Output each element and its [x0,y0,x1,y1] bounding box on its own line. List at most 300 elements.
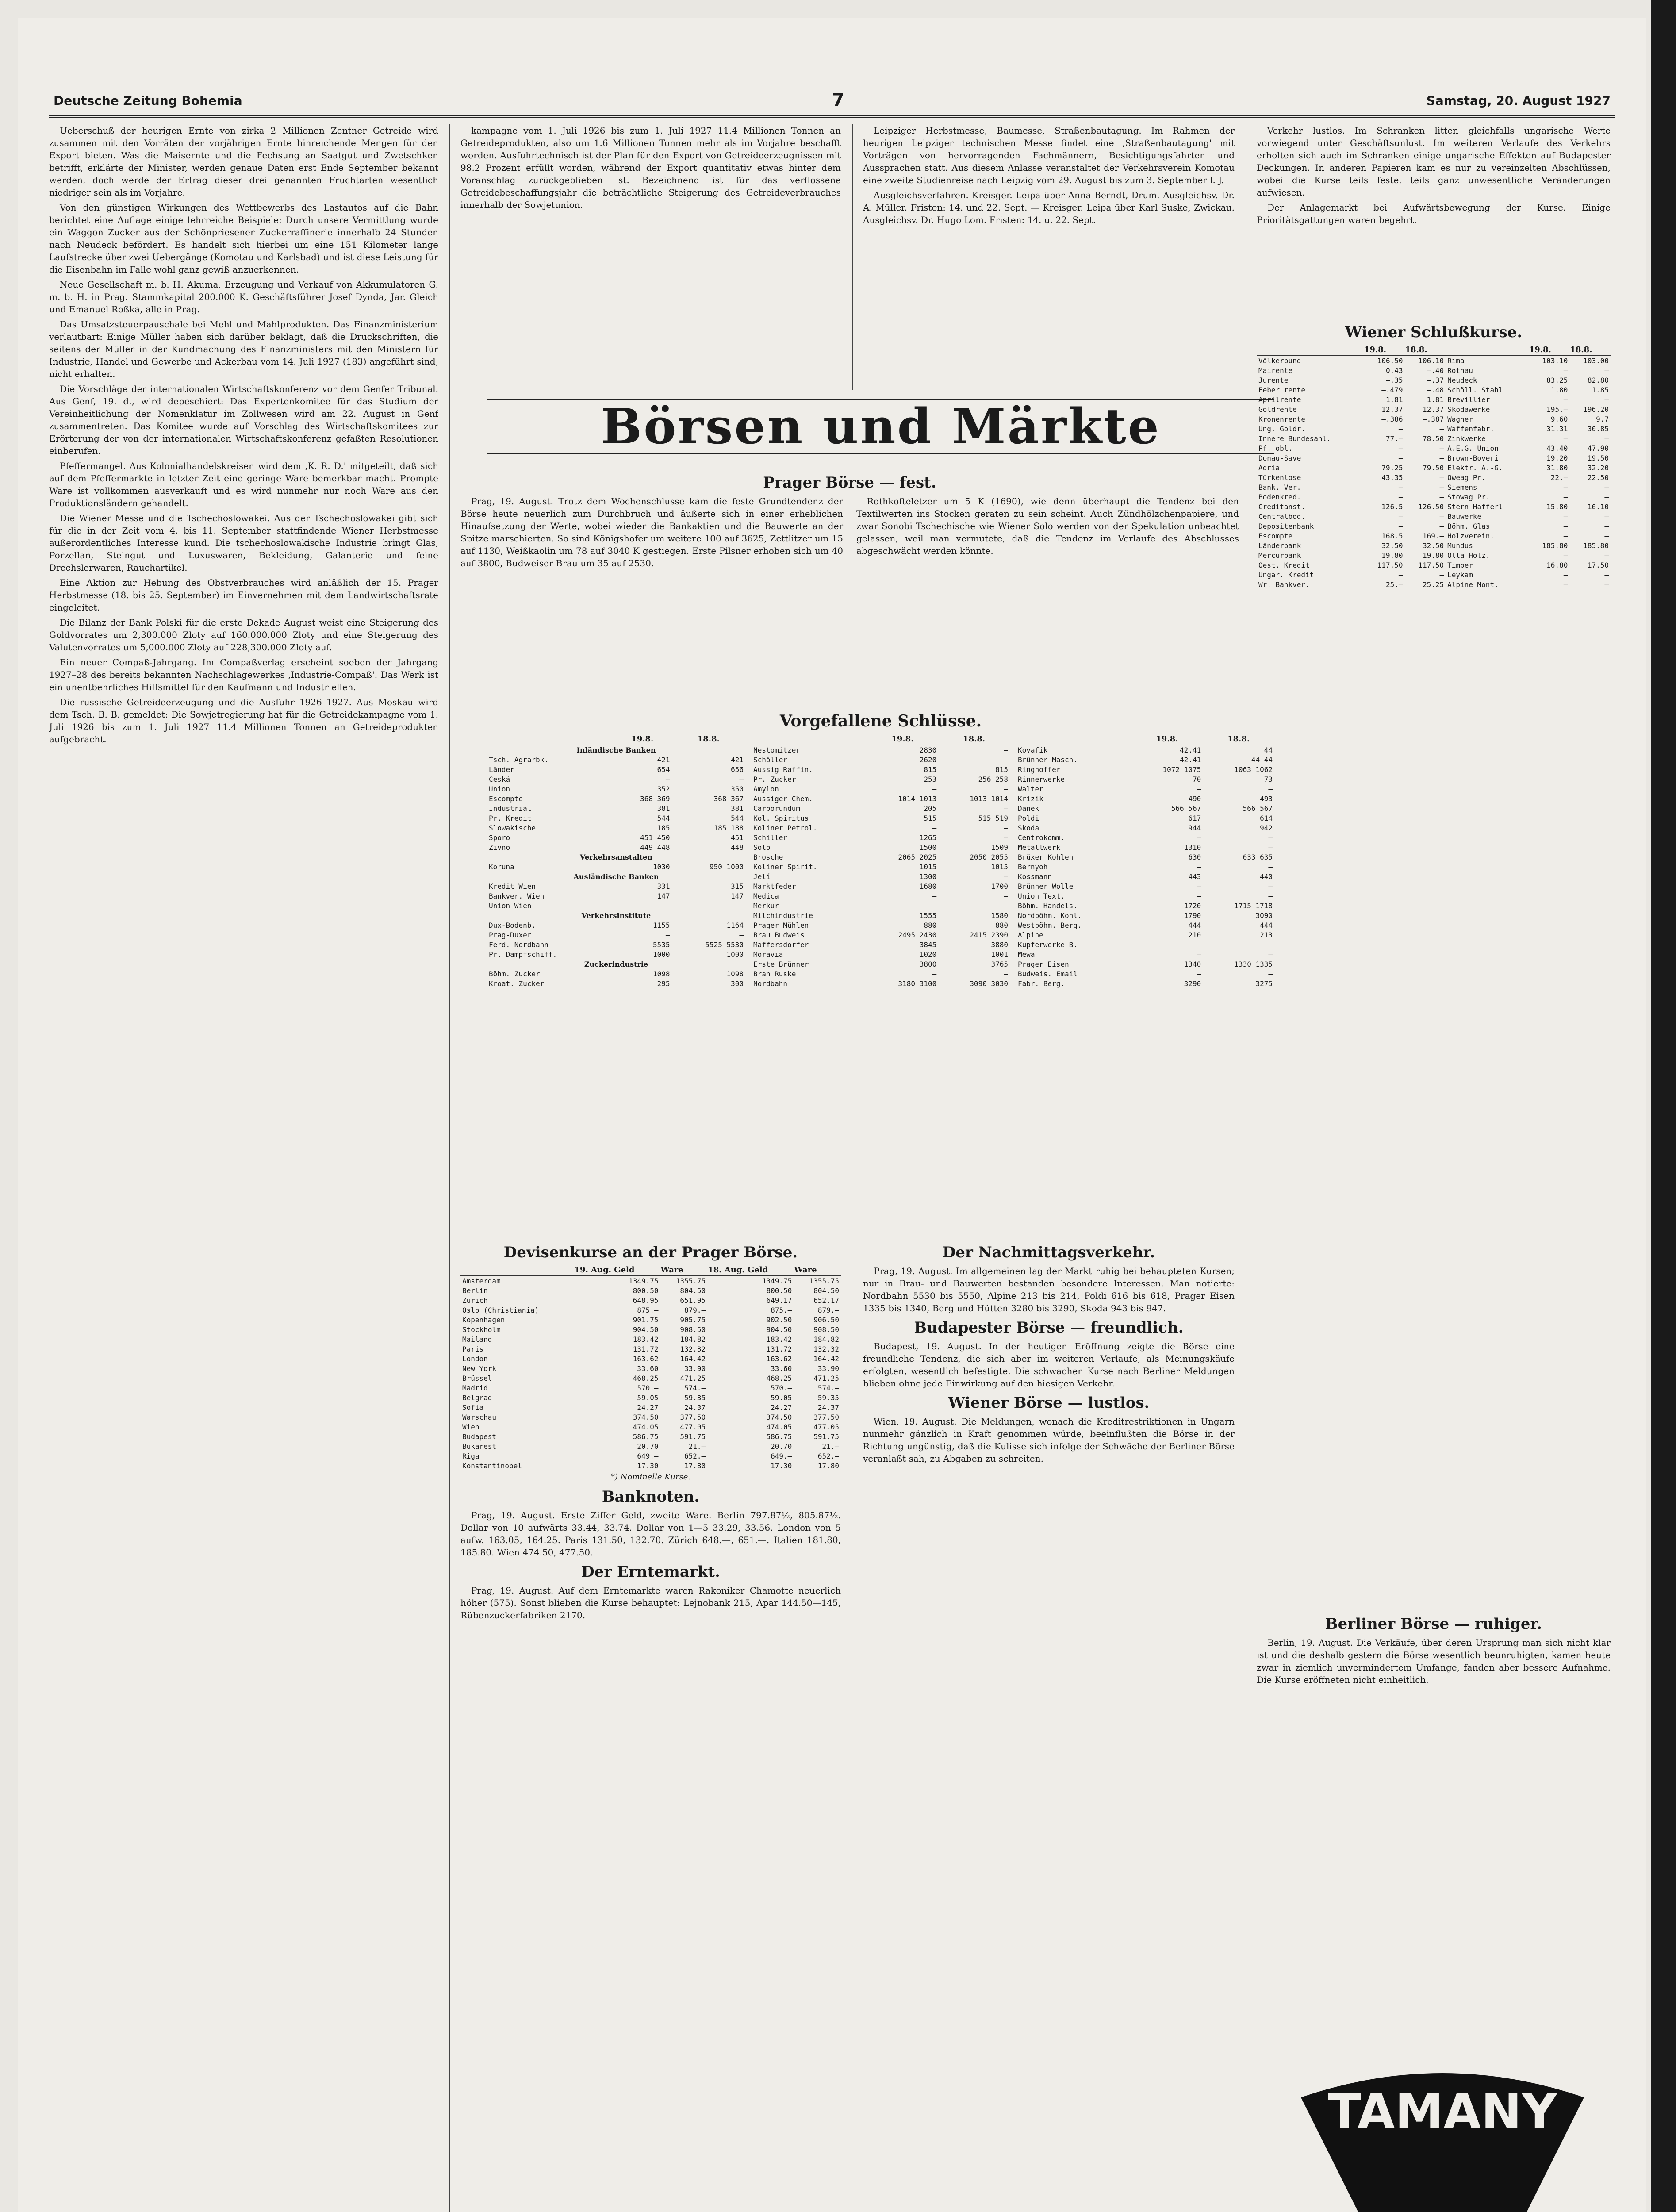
table-cell: Böhm. Glas [1447,522,1490,530]
table-cell: — [1197,970,1201,978]
table-cell: — [1268,941,1273,949]
column-3-top [863,124,1235,390]
table-cell: Kol. Spiritus [753,814,809,822]
table-row [1016,882,1274,891]
table-row [1257,570,1611,580]
table-cell: Krizik [1018,795,1043,803]
table-cell: 24.37 [817,1403,839,1412]
table-cell: 652.— [817,1452,839,1460]
table-cell: 78.50 [1422,434,1444,443]
table-row [487,853,745,862]
table-cell: 256 258 [978,775,1008,783]
table-cell: Rinnerwerke [1018,775,1065,783]
table-header [487,734,613,745]
table-cell: Merkur [753,902,779,910]
table-cell: — [1604,532,1609,540]
table-header: 19.8. [1529,345,1570,356]
table-cell: 901.75 [633,1316,659,1324]
table-cell: 815 [924,765,937,774]
table-row [1016,843,1274,853]
table-cell: 374.50 [766,1413,792,1421]
banknotes-text: Prag, 19. August. Erste Ziffer Geld, zweite Ware. Berlin 797.87½, 805.87½. Dollar von 10 aufwärts 33.44, 33.74. Dollar von 1—5 33.29, 33.56. London von 5 aufw. 163.05, 164.25. Paris 131.50, 132.70. Zürich 648.—, 651.—. Italien 181.80, 185.80. Wien 474.50, 477.50. [460,1510,841,1558]
table-cell: 213 [1260,931,1273,939]
table-cell: Union [489,785,510,793]
table-row [1257,512,1611,522]
table-cell: 591.75 [813,1432,839,1441]
column-1-paragraph: Von den günstigen Wirkungen des Wettbewerbs des Lastautos auf die Bahn berichtet eine Auflage einige lehrreiche Beispiele: Durch unsere Vermittlung wurde ein Waggon Zucker aus der Schönpriesener Zuckerraffinerie innerhalb 24 Stunden nach Neudeck befördert. Es handelt sich hierbei um eine 151 Kilometer lange Laufstrecke über zwei Uebergänge (Komotau und Karlsbad) und ist diese Leistung für die Eisenbahn im Falle wohl ganz gewiß anzuerkennen. [49,202,438,275]
table-row [487,814,745,823]
table-cell: 2495 2430 [898,931,937,939]
table-row [1257,366,1611,376]
table-cell: Wagner [1447,415,1473,423]
table-cell: — [1604,493,1609,501]
closing-prices-table-b [752,734,1010,989]
table-cell: 117.50 [1377,561,1403,569]
table-cell: — [1604,571,1609,579]
table-cell: 1715 1718 [1234,902,1273,910]
table-row [487,745,745,755]
table-cell: — [1268,882,1273,891]
table-row [460,1461,841,1471]
table-cell: Neudeck [1447,376,1477,384]
table-cell: Adria [1258,464,1280,472]
table-row [752,901,1010,911]
table-cell: — [1398,512,1403,521]
table-cell: Bank. Ver. [1258,483,1301,492]
table-header: Ware [794,1265,841,1276]
table-cell: 950 1000 [709,863,744,871]
table-row [1257,463,1611,473]
table-cell: 654 [657,765,670,774]
scan-edge [1651,0,1676,2212]
table-header: 18.8. [1404,345,1446,356]
table-header: 18.8. [938,734,1010,745]
table-cell: 31.31 [1546,425,1568,433]
table-cell: — [1604,396,1609,404]
table-cell: 106.50 [1377,357,1403,365]
table-header: 18.8. [672,734,745,745]
table-cell: Ungar. Kredit [1258,571,1314,579]
table-row [460,1315,841,1325]
table-cell: Koliner Spirit. [753,863,817,871]
table-row [1016,784,1274,794]
table-cell: 5535 [653,941,670,949]
table-cell: 1164 [726,921,744,929]
table-cell: Mundus [1447,541,1473,550]
column-rule [449,124,450,2212]
table-cell: 79.25 [1381,464,1403,472]
table-cell: 630 [1188,853,1201,861]
column-4-paragraph: Verkehr lustlos. Im Schranken litten gleichfalls ungarische Werte vorwiegend unter Geschäftsunlust. Im weiteren Verlaufe des Verkehrs erholten sich auch im Schranken einige ungarische Effekten auf Budapester Deckungen. In anderen Papieren kam es nur zu vereinzelten Abschlüssen, wobei die Kurse teils feste, teils ganz unwesentliche Veränderungen aufwiesen. [1257,125,1611,198]
table-cell: 17.50 [1587,561,1609,569]
table-cell: 490 [1188,795,1201,803]
table-row [752,862,1010,872]
table-cell: Brüssel [462,1374,492,1382]
table-cell: — [1439,425,1444,433]
table-cell: — [1197,882,1201,891]
table-cell: — [1439,454,1444,462]
table-group-label: Verkehrsanstalten [580,853,652,861]
table-cell: Nestomitzer [753,746,800,754]
column-1-paragraph: Eine Aktion zur Hebung des Obstverbrauches wird anläßlich der 15. Prager Herbstmesse (18. bis 25. September) im Einvernehmen mit dem Landwirtschaftsrate eingeleitet. [49,577,438,613]
table-row [1016,794,1274,804]
table-cell: 908.50 [813,1325,839,1334]
table-cell: 377.50 [680,1413,706,1421]
table-row [460,1403,841,1413]
table-row [752,940,1010,950]
table-cell: 1580 [991,911,1008,920]
table-cell: 12.37 [1422,405,1444,414]
table-cell: Bran Ruske [753,970,796,978]
table-cell: Marktfeder [753,882,796,891]
table-cell: Maffersdorfer [753,941,809,949]
table-cell: Depositenbank [1258,522,1314,530]
table-cell: 574.— [817,1384,839,1392]
table-cell: 117.50 [1418,561,1444,569]
table-row [460,1432,841,1442]
table-cell: Escompte [1258,532,1293,540]
table-cell: — [1439,483,1444,492]
berlin-exchange-title: Berliner Börse — ruhiger. [1325,1615,1542,1633]
table-cell: 0.43 [1385,366,1403,375]
table-row [752,950,1010,960]
table-cell: 1555 [919,911,937,920]
table-cell: 1013 1014 [970,795,1008,803]
table-cell: 9.60 [1550,415,1568,423]
table-cell: 381 [731,804,744,813]
table-cell: — [1398,425,1403,433]
table-row [752,823,1010,833]
table-cell: 1063 1062 [1234,765,1273,774]
table-cell: Escompte [489,795,523,803]
table-cell: 944 [1188,824,1201,832]
table-row [1016,891,1274,901]
table-cell: Slowakische [489,824,536,832]
table-cell: 33.60 [771,1364,792,1373]
table-cell: Pr. Zucker [753,775,796,783]
table-row [752,755,1010,765]
table-row [1016,950,1274,960]
table-cell: 59.05 [637,1394,659,1402]
table-cell: Mailand [462,1335,492,1344]
table-cell: 566 567 [1171,804,1201,813]
table-row [1257,522,1611,531]
table-cell: 79.50 [1422,464,1444,472]
table-cell: 591.75 [680,1432,706,1441]
table-cell: Madrid [462,1384,488,1392]
table-cell: — [1604,512,1609,521]
table-cell: 1020 [919,950,937,959]
table-cell: — [665,775,670,783]
table-header [752,734,867,745]
table-cell: 33.90 [684,1364,706,1373]
table-cell: 106.10 [1418,357,1444,365]
table-cell: 586.75 [633,1432,659,1441]
table-row [752,814,1010,823]
table-cell: Donau-Save [1258,454,1301,462]
table-cell: 22.— [1550,473,1568,482]
table-cell: 77.— [1385,434,1403,443]
table-cell: 444 [1188,921,1201,929]
table-cell: — [1268,970,1273,978]
prague-paragraph-1: Prag, 19. August. Trotz dem Wochenschlusse kam die feste Grundtendenz der Börse heute neuerlich zum Durchbruch und äußerte sich in einer erheblichen Hinaufsetzung der Werte, wobei wieder die Bankaktien und die Bauwerte an der Spitze marschierten. So sind Königshofer um weitere 100 auf 3625, Zettlitzer um 15 auf 1130, Weißkaolin um 78 auf 3040 K gestiegen. Erste Pilsner erhoben sich um 40 auf 3800, Budweiser Brau um 35 auf 2530. [460,496,843,568]
table-cell: —.479 [1381,386,1403,394]
column-2-top [460,124,841,390]
ad-word: TAMANY [1328,2083,1557,2140]
table-row [1016,765,1274,775]
table-cell: 9.7 [1596,415,1609,423]
table-cell: — [1268,950,1273,959]
table-row [487,862,745,872]
table-cell: Kroat. Zucker [489,979,545,988]
table-cell: 2620 [919,756,937,764]
table-row [752,882,1010,891]
table-cell: Timber [1447,561,1473,569]
table-cell: 131.72 [633,1345,659,1353]
table-cell: — [1197,785,1201,793]
table-cell: 196.20 [1583,405,1609,414]
table-row [487,891,745,901]
table-row [460,1335,841,1344]
newspaper-title: Deutsche Zeitung Bohemia [54,93,242,108]
column-1-paragraph: Pfeffermangel. Aus Kolonialhandelskreisen wird dem ‚K. R. D.' mitgeteilt, daß sich auf dem Pfeffermarkte in letzter Zeit eine geringe Ware bemerkbar macht. Prompte Ware ist vollkommen ausverkauft und es wird nunmehr nur noch Ware aus den Produktionsländern gehandelt. [49,461,438,508]
table-cell: 617 [1188,814,1201,822]
table-cell: 444 [1260,921,1273,929]
table-cell: 164.42 [813,1355,839,1363]
table-cell: Aussiger Chem. [753,795,813,803]
table-cell: Industrial [489,804,532,813]
table-row [1257,580,1611,590]
table-cell: New York [462,1364,497,1373]
table-cell: 2050 2055 [970,853,1008,861]
table-cell: Tsch. Agrarbk. [489,756,548,764]
table-cell: — [1197,892,1201,900]
table-cell: —.386 [1381,415,1403,423]
table-cell: 451 450 [640,833,670,842]
table-cell: 19.80 [1422,551,1444,560]
section-headline: Börsen und Märkte [487,399,1274,454]
table-cell: 1700 [991,882,1008,891]
table-group-label: Inländische Banken [576,746,656,754]
table-cell: — [1268,892,1273,900]
table-cell: — [1004,785,1008,793]
table-row [460,1452,841,1461]
banknotes-title: Banknoten. [602,1488,700,1505]
table-row [1257,492,1611,502]
table-cell: Nordböhm. Kohl. [1018,911,1082,920]
table-cell: 574.— [684,1384,706,1392]
table-header: 18.8. [1569,345,1611,356]
table-cell: 449 448 [640,843,670,852]
berlin-exchange-article [1257,1611,1611,2009]
table-cell: Sporo [489,833,510,842]
table-cell: 17.80 [684,1462,706,1470]
table-cell: 47.90 [1587,444,1609,453]
table-cell: — [1197,941,1201,949]
table-cell: — [1439,444,1444,453]
table-cell: —.387 [1422,415,1444,423]
table-cell: 32.50 [1381,541,1403,550]
table-cell: — [932,785,937,793]
table-cell: 614 [1260,814,1273,822]
table-header [1257,345,1364,356]
table-cell: Budapest [462,1432,497,1441]
table-cell: 875.— [637,1306,659,1314]
table-cell: — [739,902,744,910]
prague-exchange-title: Prager Börse — fest. [763,474,936,492]
table-cell: 942 [1260,824,1273,832]
table-row [1257,444,1611,453]
table-cell: Erste Brünner [753,960,809,968]
table-cell: Milchindustrie [753,911,813,920]
afternoon-trading-text: Prag, 19. August. Im allgemeinen lag der Markt ruhig bei behaupteten Kursen; nur in Brau- und Bauwerten bestanden besondere Interessen. Man notierte: Nordbahn 5530 bis 5550, Alpine 213 bis 214, Poldi 616 bis 618, Prager Eisen 1335 bis 1340, Berg und Hütten 3280 bis 3290, Skoda 943 bis 947. [863,1266,1235,1313]
table-cell: — [1268,863,1273,871]
table-cell: — [932,902,937,910]
table-cell: Leykam [1447,571,1473,579]
table-cell: Länderbank [1258,541,1301,550]
table-cell: 815 [995,765,1008,774]
table-cell: — [1268,843,1273,852]
table-cell: Dux-Bodenb. [489,921,536,929]
table-cell: — [1004,756,1008,764]
table-cell: — [1004,833,1008,842]
table-cell: Bernyoh [1018,863,1048,871]
table-cell: Oslo (Christiania) [462,1306,539,1314]
table-cell: 253 [924,775,937,783]
table-cell: Kopenhagen [462,1316,505,1324]
table-cell: 443 [1188,872,1201,881]
table-cell: Siemens [1447,483,1477,492]
table-cell: 331 [657,882,670,891]
table-row [487,960,745,969]
table-cell: 906.50 [813,1316,839,1324]
table-row [487,794,745,804]
table-row [752,833,1010,843]
table-cell: 649.17 [766,1296,792,1305]
table-cell: 168.5 [1381,532,1403,540]
table-cell: Wien [462,1423,479,1431]
table-cell: Stockholm [462,1325,501,1334]
table-row [487,950,745,960]
table-cell: — [1563,434,1568,443]
table-row [1257,356,1611,366]
table-cell: 19.50 [1587,454,1609,462]
table-cell: 1155 [653,921,670,929]
table-cell: Ung. Goldr. [1258,425,1305,433]
table-row [752,853,1010,862]
currency-note: *) Nominelle Kurse. [610,1472,691,1482]
table-cell: Prager Eisen [1018,960,1069,968]
table-cell: 493 [1260,795,1273,803]
table-row [487,969,745,979]
table-header: 19.8. [1364,345,1405,356]
table-cell: Poldi [1018,814,1039,822]
table-row [487,804,745,814]
table-row [1257,561,1611,570]
table-row [1016,921,1274,930]
table-cell: 1014 1013 [898,795,937,803]
table-cell: Fabr. Berg. [1018,979,1065,988]
table-cell: — [1604,483,1609,492]
column-1-paragraph: Die Wiener Messe und die Tschechoslowakei. Aus der Tschechoslowakei gibt sich für die in der Zeit vom 4. bis 11. September stattfindende Wiener Herbstmesse außerordentliches Interesse kund. Die tschechoslowakische Industrie bringt Glas, Porzellan, Steingut und Luxuswaren, Bekleidung, Galanterie und feine Drechslerwaren, Rauchartikel. [49,513,438,573]
table-cell: 471.25 [813,1374,839,1382]
table-cell: — [1197,950,1201,959]
table-cell: 22.50 [1587,473,1609,482]
table-cell: 42.41 [1180,756,1201,764]
column-1-paragraph: Die Vorschläge der internationalen Wirtschaftskonferenz vor dem Genfer Tribunal. Aus Genf, 19. d., wird depeschiert: Das Expertenkomitee für das Studium der Vereinheitlichung der Nomenklatur im Zollwesen wird am 22. August in Genf zusammentreten. Das Komitee wurde auf Vorschlag des Wirtschaftskomitees zur Erörterung der von der internationalen Wirtschaftskonferenz gefaßten Resolutionen einberufen. [49,384,438,456]
table-cell: 24.27 [771,1403,792,1412]
table-cell: 24.37 [684,1403,706,1412]
table-row [1016,814,1274,823]
table-cell: 544 [731,814,744,822]
table-cell: 183.42 [633,1335,659,1344]
table-cell: Amsterdam [462,1277,501,1285]
table-cell: Koruna [489,863,514,871]
table-cell: Stowag Pr. [1447,493,1490,501]
column-1-paragraph: Ein neuer Compaß-Jahrgang. Im Compaßverlag erscheint soeben der Jahrgang 1927–28 des bereits bekannten Nachschlagewerkes ‚Industrie-Compaß'. Das Werk ist ein unentbehrliches Hilfsmittel für den Kaufmann und Industriellen. [49,657,438,692]
table-cell: 15.80 [1546,503,1568,511]
table-cell: 3880 [991,941,1008,949]
table-cell: Wr. Bankver. [1258,580,1310,589]
table-cell: — [1197,863,1201,871]
table-cell: 1098 [726,970,744,978]
table-cell: — [1004,824,1008,832]
table-cell: — [1563,366,1568,375]
table-cell: — [1398,444,1403,453]
table-cell: 1355.75 [675,1277,706,1285]
table-header: 18. Aug. Geld [707,1265,794,1276]
column-3-paragraph: Leipziger Herbstmesse, Baumesse, Straßenbautagung. Im Rahmen der heurigen Leipziger technischen Messe findet eine ‚Straßenbautagung' mit Vorträgen von hervorragenden Fachmännern, Besichtigungsfahrten und Aussprachen statt. Aus diesem Anlasse veranstaltet der Verkehrsverein Komotau eine zweite Studienreise nach Leipzig vom 29. August bis zum 3. September l. J. [863,125,1235,185]
table-cell: — [1398,571,1403,579]
column-1-paragraph: Ueberschuß der heurigen Ernte von zirka 2 Millionen Zentner Getreide wird zusammen mit den Vorräten der vorjährigen Ernte hinreichende Mengen für den Export bieten. Was die Maisernte und die Fechsung an Saatgut und Zwetschken betrifft, erklärte der Minister, werden genaue Daten erst Ende September bekannt werden, doch werde der Ertrag dieser drei genannten Fruchtarten wesentlich niedriger sein als im Vorjahre. [49,125,438,198]
table-cell: 1500 [919,843,937,852]
table-cell: Pr. Kredit [489,814,532,822]
column-1-paragraph: Neue Gesellschaft m. b. H. Akuma, Erzeugung und Verkauf von Akkumulatoren G. m. b. H. in Prag. Stammkapital 200.000 K. Geschäftsführer Josef Dynda, Jar. Gleich und Emanuel Roßka, alle in Prag. [49,279,438,315]
table-cell: 1349.75 [762,1277,792,1285]
table-cell: 1072 1075 [1162,765,1201,774]
page-number: 7 [832,90,844,110]
table-cell: — [1268,833,1273,842]
table-cell: Ringhoffer [1018,765,1061,774]
table-cell: — [1563,551,1568,560]
table-cell: — [1563,522,1568,530]
table-cell: 477.05 [680,1423,706,1431]
table-cell: 132.32 [813,1345,839,1353]
table-cell: 656 [731,765,744,774]
table-cell: 21.— [688,1442,706,1451]
table-row [752,843,1010,853]
table-cell: 1330 1335 [1234,960,1273,968]
table-row [752,775,1010,784]
table-row [487,921,745,930]
table-cell: Elektr. A.-G. [1447,464,1503,472]
table-cell: 16.10 [1587,503,1609,511]
table-row [752,784,1010,794]
currency-section [460,1239,841,2212]
table-cell: 205 [924,804,937,813]
table-row [487,823,745,833]
table-row [460,1383,841,1393]
table-cell: Jurente [1258,376,1289,384]
table-cell: 83.25 [1546,376,1568,384]
table-cell: — [1563,493,1568,501]
table-row [1257,415,1611,424]
table-cell: Olla Holz. [1447,551,1490,560]
masthead [49,89,1615,118]
table-cell: 1265 [919,833,937,842]
table-cell: 1340 [1184,960,1201,968]
table-cell: 33.90 [817,1364,839,1373]
